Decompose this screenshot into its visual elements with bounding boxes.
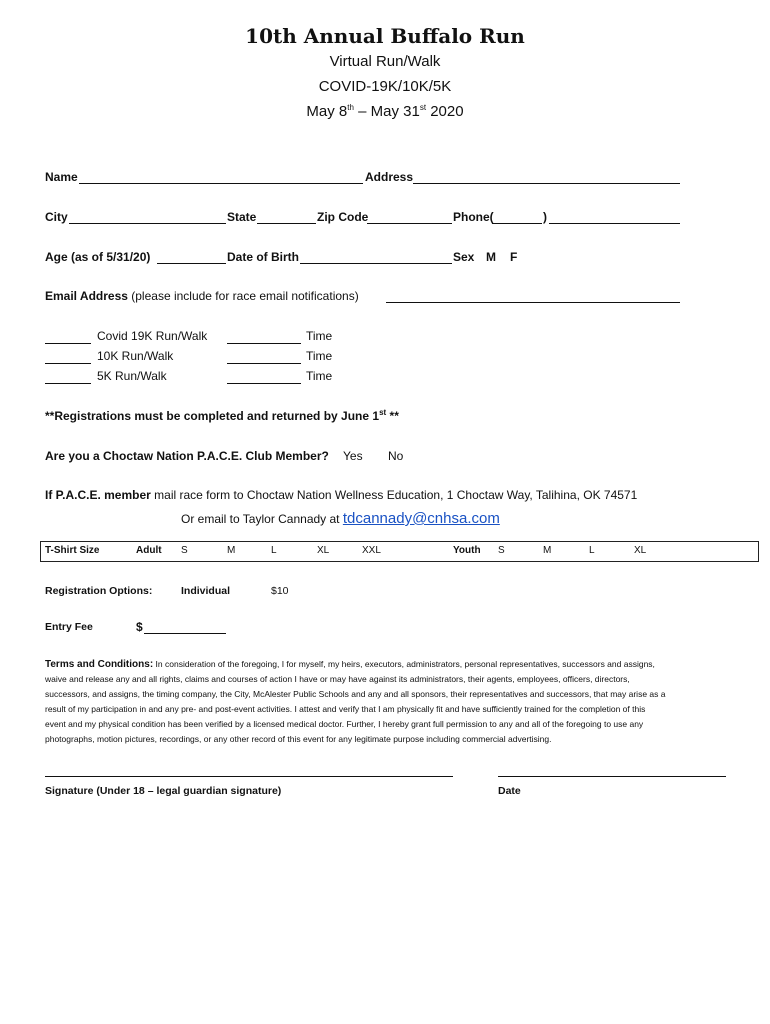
document-title: 10th Annual Buffalo Run bbox=[245, 24, 525, 48]
tshirt-size-label: T-Shirt Size bbox=[45, 545, 100, 556]
city-label: City bbox=[45, 210, 68, 224]
terms-heading: Terms and Conditions bbox=[45, 659, 150, 670]
tshirt-youth-label: Youth bbox=[453, 545, 481, 556]
tshirt-youth-size-s[interactable]: S bbox=[498, 545, 505, 556]
terms-line-2: waive and release any and all rights, claims and courses of action I have or may have against its administrators, their agents, employees, officers, directors, bbox=[45, 674, 630, 684]
tshirt-youth-size-l[interactable]: L bbox=[589, 545, 595, 556]
tshirt-adult-label: Adult bbox=[136, 545, 162, 556]
terms-line-1: Terms and Conditions: In consideration of the foregoing, I for myself, my heirs, executors, administrators, personal representatives, successors and assigns, bbox=[45, 659, 655, 670]
entry-fee-dollar-sign: $ bbox=[136, 620, 143, 634]
sex-option-m[interactable]: M bbox=[486, 250, 496, 264]
event-10k-checkline[interactable] bbox=[45, 363, 91, 364]
event-5k-time-label: Time bbox=[306, 369, 333, 383]
event-covid19k-time-field[interactable] bbox=[227, 343, 301, 344]
state-label: State bbox=[227, 210, 257, 224]
email-field[interactable] bbox=[386, 302, 680, 303]
event-5k-time-field[interactable] bbox=[227, 383, 301, 384]
pace-member-question: Are you a Choctaw Nation P.A.C.E. Club Member? bbox=[45, 449, 329, 463]
email-label: Email Address bbox=[45, 289, 128, 303]
registration-price: $10 bbox=[271, 585, 289, 597]
email-note: (please include for race email notifications) bbox=[127, 289, 359, 303]
tshirt-youth-size-m[interactable]: M bbox=[543, 545, 552, 556]
sex-label: Sex bbox=[453, 250, 475, 264]
pace-no-option[interactable]: No bbox=[388, 449, 404, 463]
pace-email-instructions: Or email to Taylor Cannady at tdcannady@cnhsa.com bbox=[181, 510, 500, 527]
registration-option-individual[interactable]: Individual bbox=[181, 585, 231, 597]
state-field[interactable] bbox=[257, 223, 316, 224]
name-label: Name bbox=[45, 170, 78, 184]
address-field[interactable] bbox=[413, 183, 680, 184]
address-label: Address bbox=[365, 170, 414, 184]
phone-number-field[interactable] bbox=[549, 223, 680, 224]
subtitle-distances: COVID-19K/10K/5K bbox=[318, 78, 452, 95]
event-10k-label: 10K Run/Walk bbox=[97, 349, 174, 363]
phone-close-paren: ) bbox=[543, 210, 547, 224]
event-covid19k-time-label: Time bbox=[306, 329, 333, 343]
date-label: Date bbox=[498, 785, 521, 797]
signature-field[interactable] bbox=[45, 776, 453, 777]
age-label: Age (as of 5/31/20) bbox=[45, 250, 151, 264]
phone-area-code-field[interactable] bbox=[492, 223, 542, 224]
tshirt-youth-size-xl[interactable]: XL bbox=[634, 545, 647, 556]
tshirt-adult-size-xl[interactable]: XL bbox=[317, 545, 330, 556]
event-covid19k-label: Covid 19K Run/Walk bbox=[97, 329, 208, 343]
zip-code-label: Zip Code bbox=[317, 210, 369, 224]
terms-line-6: photographs, motion pictures, recordings, or any other record of this event for any legitimate purpose including commercial advertising. bbox=[45, 734, 552, 744]
organizer-email-link[interactable]: tdcannady@cnhsa.com bbox=[342, 510, 500, 527]
entry-fee-label: Entry Fee bbox=[45, 621, 93, 633]
zip-code-field[interactable] bbox=[367, 223, 452, 224]
registration-options-label: Registration Options: bbox=[45, 585, 153, 597]
terms-line-5: event and my physical condition has been verified by a licensed medical doctor. Further, I hereby grant full permission to any and all of the foregoing to use any bbox=[45, 719, 644, 729]
date-of-birth-field[interactable] bbox=[300, 263, 452, 264]
subtitle-dates: May 8th – May 31st 2020 bbox=[306, 103, 464, 120]
event-10k-time-label: Time bbox=[306, 349, 333, 363]
event-5k-checkline[interactable] bbox=[45, 383, 91, 384]
terms-line-3: successors, and assigns, the timing company, the City, McAlester Public Schools and any and all sponsors, their representatives and successors, that may arise as a bbox=[45, 689, 666, 699]
sex-option-f[interactable]: F bbox=[510, 250, 518, 264]
date-field[interactable] bbox=[498, 776, 726, 777]
tshirt-adult-size-s[interactable]: S bbox=[181, 545, 188, 556]
event-10k-time-field[interactable] bbox=[227, 363, 301, 364]
entry-fee-field[interactable] bbox=[144, 633, 226, 634]
event-5k-label: 5K Run/Walk bbox=[97, 369, 167, 383]
city-field[interactable] bbox=[69, 223, 226, 224]
pace-mail-instructions: If P.A.C.E. member mail race form to Choctaw Nation Wellness Education, 1 Choctaw Way, Talihina, OK 74571 bbox=[45, 488, 638, 502]
registration-deadline-notice: **Registrations must be completed and returned by June 1st ** bbox=[45, 408, 399, 423]
pace-yes-option[interactable]: Yes bbox=[343, 449, 363, 463]
subtitle-event-type: Virtual Run/Walk bbox=[329, 53, 441, 70]
signature-label: Signature (Under 18 – legal guardian signature) bbox=[45, 785, 282, 797]
date-of-birth-label: Date of Birth bbox=[227, 250, 299, 264]
email-row bbox=[45, 289, 359, 303]
tshirt-adult-size-l[interactable]: L bbox=[271, 545, 277, 556]
phone-label: Phone( bbox=[453, 210, 494, 224]
tshirt-adult-size-m[interactable]: M bbox=[227, 545, 236, 556]
age-field[interactable] bbox=[157, 263, 226, 264]
event-covid19k-checkline[interactable] bbox=[45, 343, 91, 344]
name-field[interactable] bbox=[79, 183, 363, 184]
terms-line-4: result of my participation in and any pre- and post-event activities. I attest and verify that I am physically fit and have sufficiently trained for the completion of this bbox=[45, 704, 646, 714]
tshirt-adult-size-xxl[interactable]: XXL bbox=[362, 545, 381, 556]
